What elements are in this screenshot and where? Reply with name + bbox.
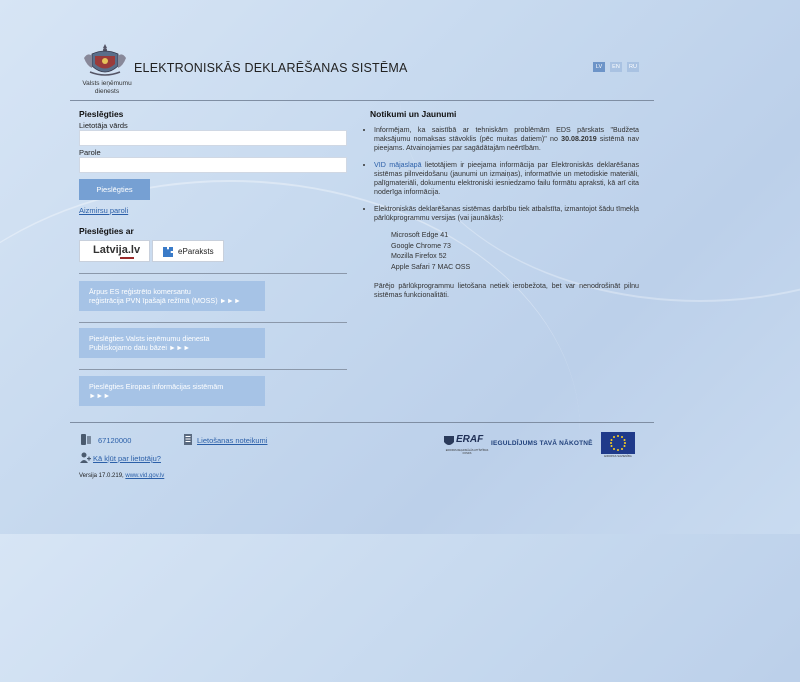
news-item: • Elektroniskās deklarēšanas sistēmas darbību tiek atbalstīta, izmantojot šādu tīmekļa pārlūkprogrammu versijas (vai jaunākās): Microsoft Edge 41 Google Chrome 73 Mozilla Firefox 52 Apple Safari 7 MAC OSS Pārējo pārlūkprogrammu lietošana netiek ierobežota, bet var nenodrošināt pilnu sistēmas funkcionalitāti. — [374, 205, 639, 300]
moss-line1: Ārpus ES reģistrēto komersantu — [89, 287, 191, 296]
eu-systems-line1: Pieslēgties Eiropas informācijas sistēmām — [89, 382, 224, 391]
phone-icon — [80, 433, 92, 446]
login-submit-button[interactable]: Pieslēgties — [79, 179, 150, 200]
password-input[interactable] — [79, 157, 347, 173]
browser-item: Google Chrome 73 — [391, 241, 451, 250]
terms-of-use-link[interactable]: Lietošanas noteikumi — [197, 436, 268, 445]
username-label: Lietotāja vārds — [79, 121, 128, 130]
login-heading: Pieslēgties — [79, 109, 124, 119]
invest-future-label: IEGULDĪJUMS TAVĀ NĀKOTNĒ — [491, 440, 593, 447]
forgot-password-link[interactable]: Aizmirsu paroli — [79, 206, 129, 215]
divider — [79, 273, 347, 274]
browser-item: Apple Safari 7 MAC OSS — [391, 262, 471, 271]
latvija-flag-mark — [120, 257, 134, 259]
eraf-logo — [443, 433, 491, 457]
public-db-line2: Publiskojamo datu bāzei ►►► — [89, 343, 191, 352]
password-label: Parole — [79, 148, 101, 157]
eparaksts-puzzle-icon — [161, 245, 175, 259]
language-ru-button[interactable]: RU — [627, 62, 639, 72]
browser-note: Pārējo pārlūkprogrammu lietošana netiek ierobežota, bet var nenodrošināt pilnu sistēmas funkcionalitāti. — [374, 282, 639, 299]
eparaksts-label: eParaksts — [178, 247, 214, 256]
eraf-label: ERAF — [456, 434, 484, 445]
agency-name: Valsts ieņēmumu dienests — [82, 80, 132, 95]
moss-line2: reģistrācija PVN īpašajā režīmā (MOSS) ►►► — [89, 296, 241, 305]
eu-flag-logo — [601, 432, 635, 458]
latvija-lv-login-button[interactable] — [79, 240, 150, 262]
news-item: • Informējam, ka saistībā ar tehniskām problēmām EDS pārskats "Budžeta maksājumu nomaksas stāvoklis (pēc muitas datiem)" no 30.08.2019 sistēmā nav pieejams. Atvainojamies par sagādātajām neērtībām. — [374, 126, 639, 153]
become-user-link[interactable]: Kā kļūt par lietotāju? — [93, 454, 161, 463]
news-item: • VID mājaslapā lietotājiem ir pieejama informācija par Elektroniskās deklarēšanas sistēmas pilnveidošanu (jaunumi un izmaiņas), informatīvie un metodiskie materiāli, palīgmateriāli, dokumentu elektroniski iesniedzamo failu formātu apraksti, kā arī cita noderīga informācija. — [374, 161, 639, 197]
divider — [79, 322, 347, 323]
version-info: Versija 17.0.219, www.vid.gov.lv — [79, 473, 165, 479]
latvia-coat-icon — [443, 434, 455, 448]
system-title: ELEKTRONISKĀS DEKLARĒŠANAS SISTĒMA — [134, 61, 408, 75]
vid-website-link[interactable]: VID mājaslapā — [374, 161, 422, 169]
footer-divider — [70, 422, 654, 423]
public-database-button[interactable] — [79, 328, 265, 358]
eraf-subtitle: EIROPAS REĢIONĀLĀS ATTĪSTĪBAS FONDS — [445, 449, 489, 455]
username-input[interactable] — [79, 130, 347, 146]
language-lv-button[interactable]: LV — [593, 62, 605, 72]
eu-flag-icon — [601, 432, 635, 454]
eparaksts-login-button[interactable] — [152, 240, 224, 262]
add-user-icon — [79, 451, 91, 464]
browser-list — [391, 230, 639, 272]
eu-systems-button[interactable] — [79, 376, 265, 406]
eu-label: EIROPAS SAVIENĪBA — [604, 454, 632, 458]
document-icon — [182, 433, 194, 446]
eu-systems-line2: ►►► — [89, 391, 111, 400]
language-en-button[interactable]: EN — [610, 62, 622, 72]
news-list — [362, 126, 639, 308]
news-heading: Notikumi un Jaunumi — [370, 109, 457, 119]
browser-item: Mozilla Firefox 52 — [391, 252, 447, 260]
divider — [79, 369, 347, 370]
phone-number[interactable]: 67120000 — [98, 436, 132, 445]
login-with-heading: Pieslēgties ar — [79, 226, 134, 236]
moss-registration-button[interactable] — [79, 281, 265, 311]
latvija-lv-label: Latvija.lv — [93, 244, 141, 256]
header-divider — [70, 100, 654, 101]
browser-item: Microsoft Edge 41 — [391, 231, 449, 239]
public-db-line1: Pieslēgties Valsts ieņēmumu dienesta — [89, 334, 210, 343]
vid-website-footer-link[interactable]: www.vid.gov.lv — [125, 473, 165, 479]
